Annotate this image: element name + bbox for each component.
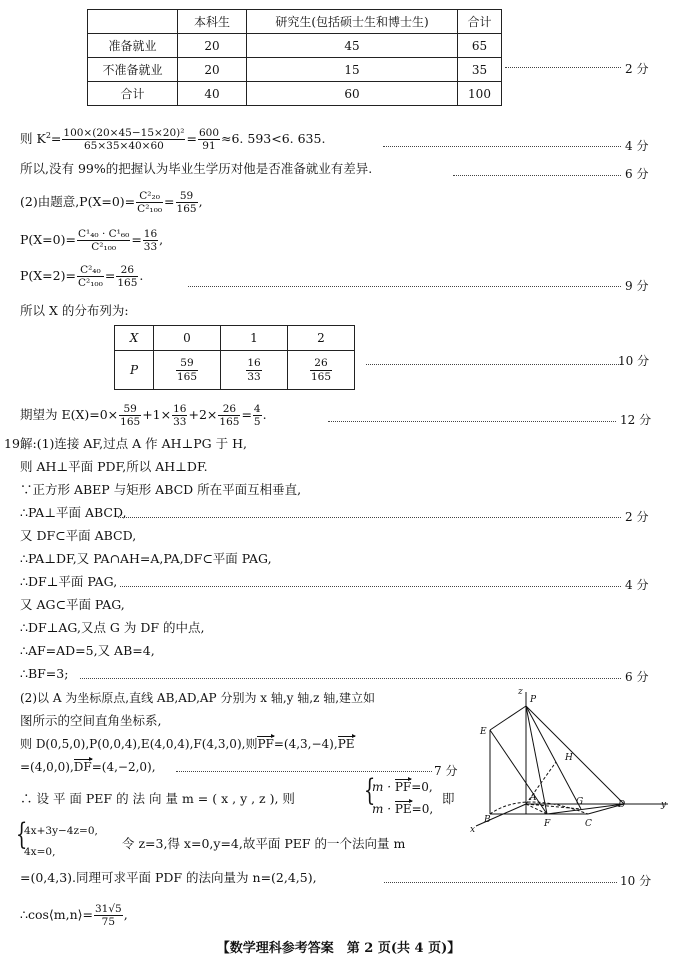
distribution-table	[114, 325, 355, 390]
leader-dots	[366, 364, 621, 365]
expect-term: +2×	[188, 407, 218, 423]
denominator: C²₁₀₀	[91, 241, 117, 254]
leader-dots	[505, 67, 621, 68]
brace-icon: {	[363, 773, 376, 808]
figure-label: G	[576, 797, 584, 807]
table-cell: X	[115, 326, 154, 351]
score-label: 7 分	[434, 764, 458, 778]
table-cell: 100	[458, 82, 502, 106]
numerator: 16	[143, 228, 158, 240]
denominator: 91	[202, 140, 216, 153]
fraction	[94, 903, 123, 928]
denominator: C²₁₀₀	[137, 203, 163, 216]
denominator: 165	[310, 370, 332, 383]
table-header-cell: 本科生	[178, 10, 247, 34]
table-cell: 45	[247, 34, 458, 58]
vector-df: DF	[73, 760, 92, 774]
equals-sign: =	[164, 194, 175, 210]
punctuation: ,	[123, 907, 128, 923]
table-cell: 20	[178, 34, 247, 58]
system-eq-2	[372, 803, 433, 815]
coords-line	[20, 738, 355, 750]
denominator: 165	[219, 416, 240, 429]
prob-x1	[20, 228, 163, 253]
cos-prefix: ∴cos⟨m,n⟩=	[20, 907, 93, 923]
denominator: 165	[117, 277, 138, 290]
numerator: 31√5	[95, 903, 122, 915]
solution-line: 则 AH⊥平面 PDF,所以 AH⊥DF.	[20, 459, 208, 474]
score-label: 12 分	[620, 413, 652, 427]
fraction	[136, 190, 163, 215]
table-cell	[288, 351, 355, 390]
table-header-cell	[88, 10, 178, 34]
fraction	[176, 190, 198, 215]
k2-sup: 2	[45, 130, 51, 140]
leader-dots	[328, 421, 616, 422]
fraction	[77, 264, 104, 289]
equals-sign: =	[241, 407, 252, 423]
k2-formula	[20, 127, 325, 152]
leader-dots	[188, 286, 621, 287]
solution-line: ∴BF=3;	[20, 666, 69, 681]
equals-sign: =	[50, 131, 62, 147]
vector-value: =(4,3,−4),	[273, 737, 338, 751]
score-label: 10 分	[620, 874, 652, 888]
score-label: 6 分	[625, 670, 649, 684]
table-row	[88, 58, 502, 82]
figure-label: F	[544, 819, 551, 829]
equals-sign: =	[186, 131, 197, 147]
denominator: 165	[176, 370, 198, 383]
k2-prefix: 则 K	[20, 131, 46, 147]
solution-line: 又 DF⊂平面 ABCD,	[20, 528, 137, 543]
fraction	[62, 127, 185, 152]
punctuation: .	[262, 407, 267, 423]
leader-dots	[384, 882, 617, 883]
prob-prefix: P(X=0)=	[20, 232, 76, 248]
denominator: 165	[120, 416, 141, 429]
solution-line: ∵正方形 ABEP 与矩形 ABCD 所在平面互相垂直,	[20, 482, 302, 497]
figure-label: A	[530, 793, 537, 803]
numerator: 26	[310, 357, 332, 370]
figure-label: B	[484, 815, 491, 825]
fraction	[218, 403, 240, 428]
numerator: C²₄₀	[77, 264, 104, 277]
table-cell: 35	[458, 58, 502, 82]
part2-line: (2)以 A 为坐标原点,直线 AB,AD,AP 分别为 x 轴,y 轴,z 轴,建立如	[20, 691, 376, 705]
sys-rhs: =0,	[411, 780, 433, 794]
table-cell: 合计	[88, 82, 178, 106]
equals-sign: =	[104, 268, 116, 284]
table-cell: 20	[178, 58, 247, 82]
fraction	[198, 127, 220, 152]
system-eq-4: 4x=0,	[24, 846, 56, 858]
score-label: 2 分	[625, 510, 649, 524]
table-row	[115, 326, 355, 351]
fraction	[77, 228, 130, 253]
denominator: 65×35×40×60	[84, 140, 164, 153]
prob-prefix: P(X=2)=	[20, 268, 76, 284]
solution-line: ∴PA⊥DF,又 PA∩AH=A,PA,DF⊂平面 PAG,	[20, 551, 272, 566]
brace-icon: {	[15, 817, 28, 852]
denominator: 33	[173, 416, 187, 429]
figure-label: P	[530, 695, 537, 705]
result-line: =(0,4,3).同理可求平面 PDF 的法向量为 n=(2,4,5),	[20, 870, 317, 885]
denominator: C²₁₀₀	[77, 277, 103, 290]
table-header-cell: 合计	[458, 10, 502, 34]
fraction	[119, 403, 141, 428]
sys-lhs: m ·	[372, 802, 395, 816]
vector-pe: PE	[337, 737, 355, 751]
vector-pf: PF	[394, 780, 412, 794]
system-eq-1	[372, 781, 433, 793]
question-number: 19.	[4, 436, 24, 451]
score-label: 4 分	[625, 139, 649, 153]
vector-value: =(4,0,0),	[20, 760, 74, 774]
figure-label: x	[470, 825, 476, 835]
contingency-table	[87, 9, 502, 106]
solution-line: ∴DF⊥AG,又点 G 为 DF 的中点,	[20, 620, 205, 635]
leader-dots	[453, 175, 621, 176]
solution-line: 又 AG⊂平面 PAG,	[20, 597, 125, 612]
score-label: 10 分	[618, 354, 650, 368]
table-cell: 40	[178, 82, 247, 106]
numerator: 16	[247, 357, 261, 370]
leader-dots	[176, 771, 432, 772]
solution-line: ∴AF=AD=5,又 AB=4,	[20, 643, 155, 658]
table-cell: 准备就业	[88, 34, 178, 58]
table-cell: 65	[458, 34, 502, 58]
table-cell: P	[115, 351, 154, 390]
denominator: 75	[101, 916, 116, 929]
table-cell: 60	[247, 82, 458, 106]
score-label: 2 分	[625, 62, 649, 76]
denominator: 33	[247, 370, 261, 383]
score-label: 6 分	[625, 167, 649, 181]
leader-dots	[118, 517, 621, 518]
k2-tail: ≈6. 593<6. 635.	[221, 131, 326, 147]
table-cell: 不准备就业	[88, 58, 178, 82]
distribution-intro: 所以 X 的分布列为:	[20, 303, 129, 318]
edge-pd	[526, 706, 624, 804]
numerator: 59	[176, 190, 198, 203]
figure-label: D	[618, 800, 626, 810]
prob-x2	[20, 264, 143, 289]
numerator: C¹₄₀ · C¹₆₀	[77, 228, 130, 240]
fraction	[310, 357, 332, 382]
conclusion-text: 所以,没有 99%的把握认为毕业生学历对他是否准备就业有差异.	[20, 161, 373, 176]
table-cell: 1	[221, 326, 288, 351]
ji-label: 即	[442, 791, 455, 806]
numerator: 4	[253, 403, 261, 415]
denominator: 33	[143, 241, 158, 254]
figure-label: y	[661, 800, 667, 810]
coords-line	[20, 761, 156, 773]
leader-dots	[120, 586, 621, 587]
fraction	[172, 403, 187, 428]
vector-pe: PE	[394, 802, 412, 816]
expect-prefix: 期望为 E(X)=0×	[20, 407, 119, 423]
score-label: 4 分	[625, 578, 649, 592]
table-cell: 0	[154, 326, 221, 351]
punctuation: ,	[198, 194, 203, 210]
table-header-cell: 研究生(包括硕士生和博士生)	[247, 10, 458, 34]
figure-label: E	[480, 727, 487, 737]
leader-dots	[383, 146, 621, 147]
expect-term: +1×	[142, 407, 172, 423]
table-cell	[154, 351, 221, 390]
cos-line	[20, 903, 128, 928]
page-footer: 【数学理科参考答案 第 2 页(共 4 页)】	[216, 941, 461, 956]
fraction	[176, 357, 198, 382]
prob-x0	[20, 190, 203, 215]
part2-line: 图所示的空间直角坐标系,	[20, 713, 162, 728]
vector-value: =(4,−2,0),	[91, 760, 156, 774]
sys-rhs: =0,	[411, 802, 434, 816]
fraction	[253, 403, 262, 428]
table-cell	[221, 351, 288, 390]
fraction	[116, 264, 138, 289]
fraction	[143, 228, 158, 253]
punctuation: .	[139, 268, 144, 284]
numerator: 600	[198, 127, 219, 139]
sys-lhs: m ·	[372, 780, 395, 794]
fraction	[246, 357, 261, 382]
score-label: 9 分	[625, 279, 649, 293]
numerator: 100×(20×45−15×20)²	[63, 127, 185, 139]
expectation-formula	[20, 403, 267, 428]
figure-label: C	[585, 819, 592, 829]
leader-dots	[80, 678, 621, 679]
numerator: C²₂₀	[136, 190, 163, 203]
numerator: 59	[176, 357, 198, 370]
edge-ag	[526, 804, 581, 809]
numerator: 26	[218, 403, 240, 416]
figure-label: z	[518, 687, 523, 697]
equals-sign: =	[131, 232, 142, 248]
system-eq-3: 4x+3y−4z=0,	[24, 825, 98, 837]
numerator: 59	[119, 403, 141, 416]
solution-line: ∴DF⊥平面 PAG,	[20, 574, 118, 589]
numerator: 26	[116, 264, 138, 277]
solution-line: ∴PA⊥平面 ABCD,	[20, 505, 127, 520]
coords-text: 则 D(0,5,0),P(0,0,4),E(4,0,4),F(4,3,0),则	[20, 737, 258, 751]
vector-pf: PF	[257, 737, 274, 751]
table-row	[88, 34, 502, 58]
3d-coordinate-figure	[464, 686, 674, 836]
table-row	[88, 82, 502, 106]
table-header-row	[88, 10, 502, 34]
numerator: 16	[173, 403, 187, 415]
denominator: 165	[176, 203, 197, 216]
solution-line: 解:(1)连接 AF,过点 A 作 AH⊥PG 于 H,	[20, 436, 247, 451]
table-cell: 15	[247, 58, 458, 82]
table-cell: 2	[288, 326, 355, 351]
edge-pe	[490, 706, 526, 730]
normal-vector-line: ∴ 设 平 面 PEF 的 法 向 量 m = ( x , y , z ), 则	[20, 791, 295, 806]
denominator: 5	[253, 416, 261, 429]
solve-line: 令 z=3,得 x=0,y=4,故平面 PEF 的一个法向量 m	[122, 836, 406, 851]
table-row	[115, 351, 355, 390]
prob-prefix: (2)由题意,P(X=0)=	[20, 194, 136, 210]
figure-label: H	[565, 753, 573, 763]
punctuation: ,	[159, 232, 164, 248]
